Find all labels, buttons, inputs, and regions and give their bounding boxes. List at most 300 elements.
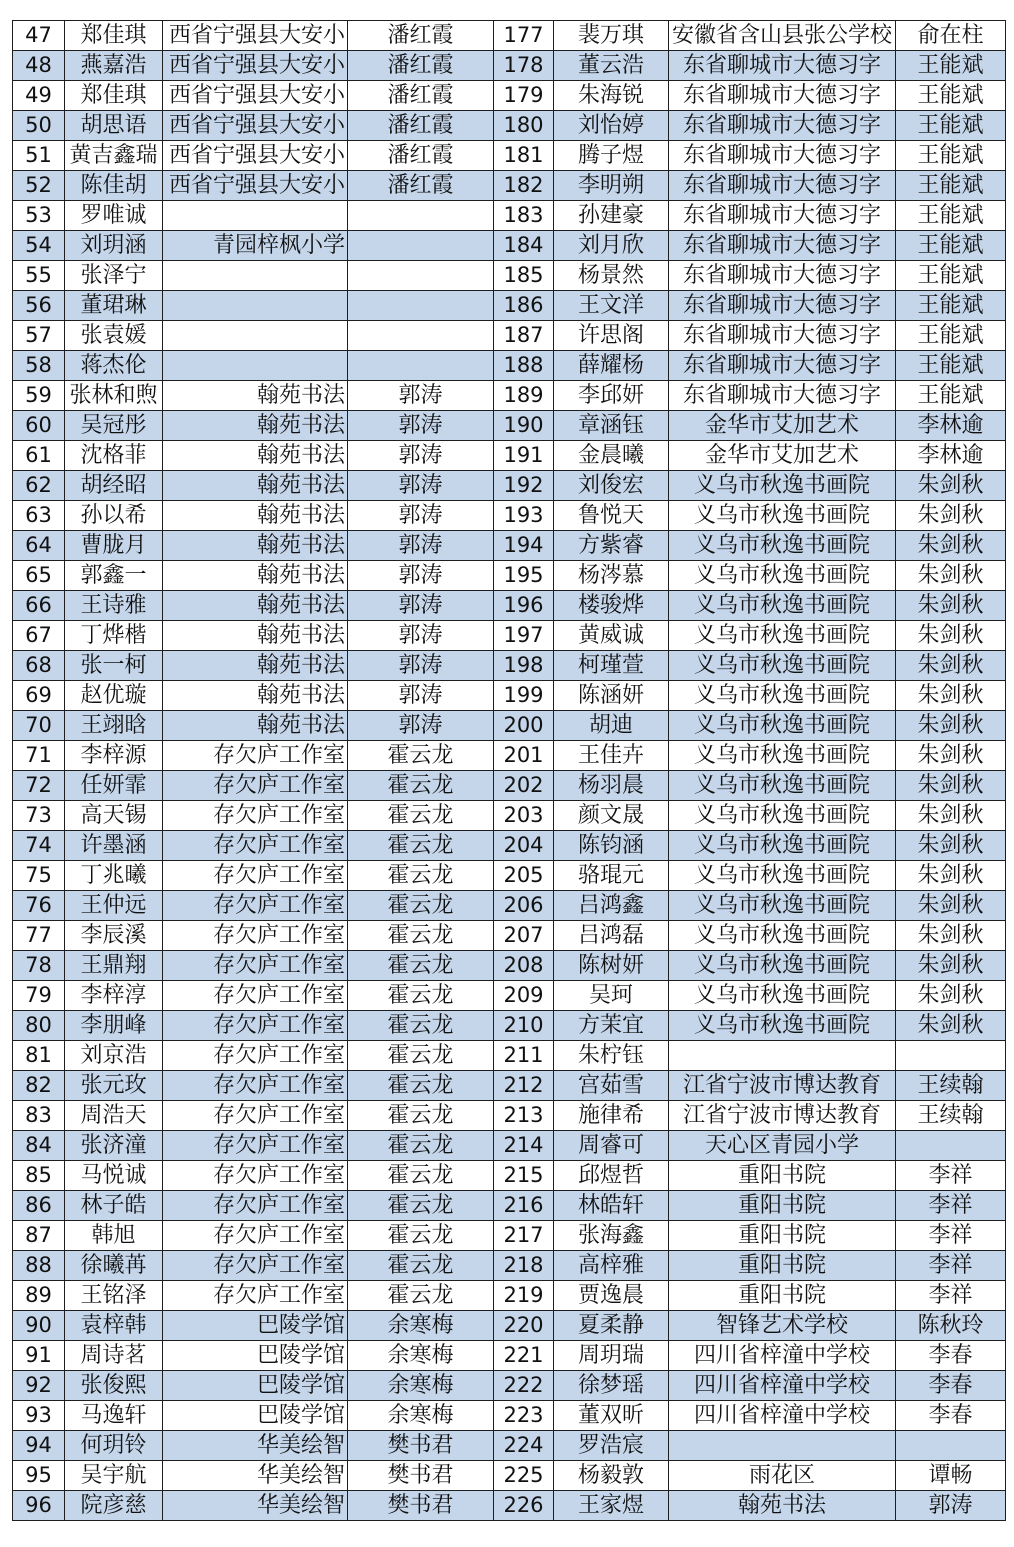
school-cell: 西省宁强县大安小 (163, 111, 348, 141)
student-name-cell: 陈钧涵 (554, 831, 669, 861)
student-name-cell: 张袁媛 (65, 321, 163, 351)
teacher-cell: 朱剑秋 (896, 651, 1006, 681)
school-cell: 重阳书院 (669, 1221, 896, 1251)
school-cell: 巴陵学馆 (163, 1401, 348, 1431)
school-cell: 华美绘智 (163, 1491, 348, 1521)
number-cell: 48 (13, 51, 65, 81)
school-cell: 东省聊城市大德习字 (669, 231, 896, 261)
teacher-cell: 樊书君 (348, 1431, 494, 1461)
teacher-cell: 王续翰 (896, 1101, 1006, 1131)
school-cell: 巴陵学馆 (163, 1311, 348, 1341)
number-cell: 78 (13, 951, 65, 981)
student-name-cell: 院彦慈 (65, 1491, 163, 1521)
number-cell: 215 (494, 1161, 554, 1191)
number-cell: 53 (13, 201, 65, 231)
student-name-cell: 周浩天 (65, 1101, 163, 1131)
number-cell: 210 (494, 1011, 554, 1041)
table-row (13, 1371, 1006, 1401)
teacher-cell: 朱剑秋 (896, 591, 1006, 621)
student-name-cell: 刘月欣 (554, 231, 669, 261)
teacher-cell: 郭涛 (348, 651, 494, 681)
student-name-cell: 董云浩 (554, 51, 669, 81)
student-name-cell: 张海鑫 (554, 1221, 669, 1251)
school-cell: 存欠庐工作室 (163, 921, 348, 951)
student-name-cell: 林皓轩 (554, 1191, 669, 1221)
teacher-cell: 朱剑秋 (896, 531, 1006, 561)
number-cell: 57 (13, 321, 65, 351)
school-cell: 义乌市秋逸书画院 (669, 771, 896, 801)
number-cell: 184 (494, 231, 554, 261)
school-cell: 存欠庐工作室 (163, 1011, 348, 1041)
number-cell: 187 (494, 321, 554, 351)
student-name-cell: 蒋杰伦 (65, 351, 163, 381)
student-name-cell: 吴宇航 (65, 1461, 163, 1491)
student-name-cell: 王铭泽 (65, 1281, 163, 1311)
student-name-cell: 腾子煜 (554, 141, 669, 171)
number-cell: 90 (13, 1311, 65, 1341)
school-cell: 东省聊城市大德习字 (669, 51, 896, 81)
number-cell: 222 (494, 1371, 554, 1401)
school-cell: 华美绘智 (163, 1461, 348, 1491)
teacher-cell: 谭畅 (896, 1461, 1006, 1491)
teacher-cell: 朱剑秋 (896, 681, 1006, 711)
student-name-cell: 燕嘉浩 (65, 51, 163, 81)
teacher-cell: 王能斌 (896, 261, 1006, 291)
school-cell: 东省聊城市大德习字 (669, 201, 896, 231)
roster-body (13, 21, 1006, 1521)
school-cell: 巴陵学馆 (163, 1341, 348, 1371)
teacher-cell: 霍云龙 (348, 1191, 494, 1221)
school-cell: 东省聊城市大德习字 (669, 111, 896, 141)
student-name-cell: 刘怡婷 (554, 111, 669, 141)
student-name-cell: 胡思语 (65, 111, 163, 141)
school-cell: 义乌市秋逸书画院 (669, 711, 896, 741)
student-name-cell: 张泽宁 (65, 261, 163, 291)
teacher-cell: 霍云龙 (348, 1071, 494, 1101)
table-row (13, 351, 1006, 381)
table-row (13, 21, 1006, 51)
student-name-cell: 丁烨楷 (65, 621, 163, 651)
number-cell: 221 (494, 1341, 554, 1371)
teacher-cell: 李祥 (896, 1161, 1006, 1191)
school-cell: 义乌市秋逸书画院 (669, 651, 896, 681)
teacher-cell: 郭涛 (348, 381, 494, 411)
teacher-cell: 李春 (896, 1401, 1006, 1431)
school-cell: 天心区青园小学 (669, 1131, 896, 1161)
teacher-cell: 朱剑秋 (896, 981, 1006, 1011)
school-cell: 东省聊城市大德习字 (669, 351, 896, 381)
school-cell: 义乌市秋逸书画院 (669, 591, 896, 621)
school-cell: 金华市艾加艺术 (669, 441, 896, 471)
school-cell: 四川省梓潼中学校 (669, 1371, 896, 1401)
student-name-cell: 徐曦苒 (65, 1251, 163, 1281)
teacher-cell: 郭涛 (348, 411, 494, 441)
table-row (13, 471, 1006, 501)
student-name-cell: 薛耀杨 (554, 351, 669, 381)
student-name-cell: 李邱妍 (554, 381, 669, 411)
teacher-cell: 俞在柱 (896, 21, 1006, 51)
number-cell: 92 (13, 1371, 65, 1401)
student-name-cell: 李梓源 (65, 741, 163, 771)
school-cell: 翰苑书法 (163, 591, 348, 621)
school-cell: 翰苑书法 (163, 531, 348, 561)
number-cell: 68 (13, 651, 65, 681)
number-cell: 216 (494, 1191, 554, 1221)
number-cell: 91 (13, 1341, 65, 1371)
student-name-cell: 柯瑾萱 (554, 651, 669, 681)
teacher-cell: 王能斌 (896, 231, 1006, 261)
teacher-cell (348, 321, 494, 351)
school-cell: 东省聊城市大德习字 (669, 141, 896, 171)
student-name-cell: 马悦诚 (65, 1161, 163, 1191)
student-name-cell: 贾逸晨 (554, 1281, 669, 1311)
number-cell: 207 (494, 921, 554, 951)
school-cell: 义乌市秋逸书画院 (669, 741, 896, 771)
school-cell: 西省宁强县大安小 (163, 141, 348, 171)
student-name-cell: 赵优璇 (65, 681, 163, 711)
school-cell: 东省聊城市大德习字 (669, 171, 896, 201)
teacher-cell (348, 261, 494, 291)
student-name-cell: 颜文晟 (554, 801, 669, 831)
teacher-cell: 霍云龙 (348, 921, 494, 951)
table-row (13, 291, 1006, 321)
student-name-cell: 王文洋 (554, 291, 669, 321)
number-cell: 69 (13, 681, 65, 711)
student-name-cell: 徐梦瑶 (554, 1371, 669, 1401)
number-cell: 191 (494, 441, 554, 471)
school-cell: 安徽省含山县张公学校 (669, 21, 896, 51)
number-cell: 204 (494, 831, 554, 861)
student-name-cell: 林子皓 (65, 1191, 163, 1221)
school-cell: 存欠庐工作室 (163, 951, 348, 981)
teacher-cell (896, 1431, 1006, 1461)
school-cell: 存欠庐工作室 (163, 1251, 348, 1281)
student-name-cell: 朱海锐 (554, 81, 669, 111)
teacher-cell: 陈秋玲 (896, 1311, 1006, 1341)
school-cell: 义乌市秋逸书画院 (669, 471, 896, 501)
teacher-cell: 王续翰 (896, 1071, 1006, 1101)
school-cell: 翰苑书法 (163, 441, 348, 471)
number-cell: 81 (13, 1041, 65, 1071)
student-name-cell: 杨景然 (554, 261, 669, 291)
student-name-cell: 王诗雅 (65, 591, 163, 621)
table-row (13, 981, 1006, 1011)
table-row (13, 1491, 1006, 1521)
school-cell: 智锋艺术学校 (669, 1311, 896, 1341)
number-cell: 182 (494, 171, 554, 201)
teacher-cell: 朱剑秋 (896, 951, 1006, 981)
student-name-cell: 吴珂 (554, 981, 669, 1011)
student-name-cell: 曹胧月 (65, 531, 163, 561)
student-name-cell: 许思阁 (554, 321, 669, 351)
table-row (13, 801, 1006, 831)
school-cell: 江省宁波市博达教育 (669, 1101, 896, 1131)
school-cell: 翰苑书法 (163, 681, 348, 711)
number-cell: 73 (13, 801, 65, 831)
student-name-cell: 郑佳琪 (65, 81, 163, 111)
teacher-cell: 朱剑秋 (896, 891, 1006, 921)
table-row (13, 1101, 1006, 1131)
school-cell: 西省宁强县大安小 (163, 21, 348, 51)
number-cell: 202 (494, 771, 554, 801)
student-name-cell: 刘京浩 (65, 1041, 163, 1071)
table-row (13, 411, 1006, 441)
number-cell: 208 (494, 951, 554, 981)
teacher-cell (348, 201, 494, 231)
teacher-cell (348, 291, 494, 321)
table-row (13, 861, 1006, 891)
teacher-cell: 霍云龙 (348, 1101, 494, 1131)
teacher-cell: 郭涛 (348, 621, 494, 651)
teacher-cell: 潘红霞 (348, 171, 494, 201)
number-cell: 59 (13, 381, 65, 411)
teacher-cell: 王能斌 (896, 51, 1006, 81)
teacher-cell: 王能斌 (896, 81, 1006, 111)
student-name-cell: 任妍霏 (65, 771, 163, 801)
school-cell: 义乌市秋逸书画院 (669, 801, 896, 831)
student-name-cell: 高天锡 (65, 801, 163, 831)
school-cell: 雨花区 (669, 1461, 896, 1491)
school-cell: 翰苑书法 (163, 561, 348, 591)
table-row (13, 1131, 1006, 1161)
table-row (13, 621, 1006, 651)
teacher-cell: 霍云龙 (348, 1131, 494, 1161)
number-cell: 83 (13, 1101, 65, 1131)
student-name-cell: 杨毅敦 (554, 1461, 669, 1491)
number-cell: 62 (13, 471, 65, 501)
number-cell: 200 (494, 711, 554, 741)
teacher-cell: 霍云龙 (348, 1251, 494, 1281)
table-row (13, 321, 1006, 351)
table-row (13, 1041, 1006, 1071)
number-cell: 47 (13, 21, 65, 51)
student-name-cell: 鲁悦天 (554, 501, 669, 531)
school-cell: 义乌市秋逸书画院 (669, 981, 896, 1011)
school-cell: 翰苑书法 (163, 471, 348, 501)
number-cell: 88 (13, 1251, 65, 1281)
table-row (13, 591, 1006, 621)
school-cell: 翰苑书法 (163, 381, 348, 411)
teacher-cell: 霍云龙 (348, 831, 494, 861)
number-cell: 214 (494, 1131, 554, 1161)
student-name-cell: 孙建豪 (554, 201, 669, 231)
student-name-cell: 马逸轩 (65, 1401, 163, 1431)
school-cell: 翰苑书法 (669, 1491, 896, 1521)
school-cell: 存欠庐工作室 (163, 801, 348, 831)
teacher-cell: 王能斌 (896, 171, 1006, 201)
school-cell: 东省聊城市大德习字 (669, 291, 896, 321)
teacher-cell: 王能斌 (896, 321, 1006, 351)
student-name-cell: 王家煜 (554, 1491, 669, 1521)
school-cell: 义乌市秋逸书画院 (669, 561, 896, 591)
teacher-cell: 霍云龙 (348, 771, 494, 801)
teacher-cell: 朱剑秋 (896, 771, 1006, 801)
teacher-cell: 王能斌 (896, 111, 1006, 141)
number-cell: 95 (13, 1461, 65, 1491)
teacher-cell: 霍云龙 (348, 861, 494, 891)
student-name-cell: 袁梓韩 (65, 1311, 163, 1341)
table-row (13, 771, 1006, 801)
school-cell: 翰苑书法 (163, 501, 348, 531)
table-row (13, 1011, 1006, 1041)
student-name-cell: 王佳卉 (554, 741, 669, 771)
teacher-cell: 李祥 (896, 1221, 1006, 1251)
table-row (13, 81, 1006, 111)
student-name-cell: 陈佳胡 (65, 171, 163, 201)
table-row (13, 261, 1006, 291)
student-name-cell: 周玥瑞 (554, 1341, 669, 1371)
student-name-cell: 吕鸿鑫 (554, 891, 669, 921)
table-row (13, 231, 1006, 261)
teacher-cell: 霍云龙 (348, 981, 494, 1011)
student-name-cell: 韩旭 (65, 1221, 163, 1251)
student-name-cell: 裴万琪 (554, 21, 669, 51)
student-name-cell: 王翊晗 (65, 711, 163, 741)
teacher-cell: 霍云龙 (348, 1011, 494, 1041)
school-cell (669, 1431, 896, 1461)
school-cell: 东省聊城市大德习字 (669, 81, 896, 111)
number-cell: 63 (13, 501, 65, 531)
student-name-cell: 王鼎翔 (65, 951, 163, 981)
number-cell: 178 (494, 51, 554, 81)
student-name-cell: 丁兆曦 (65, 861, 163, 891)
teacher-cell: 李春 (896, 1341, 1006, 1371)
number-cell: 85 (13, 1161, 65, 1191)
number-cell: 61 (13, 441, 65, 471)
table-row (13, 681, 1006, 711)
student-name-cell: 许墨涵 (65, 831, 163, 861)
number-cell: 80 (13, 1011, 65, 1041)
student-name-cell: 李明朔 (554, 171, 669, 201)
student-name-cell: 邱煜哲 (554, 1161, 669, 1191)
student-name-cell: 周诗茗 (65, 1341, 163, 1371)
teacher-cell: 霍云龙 (348, 801, 494, 831)
number-cell: 224 (494, 1431, 554, 1461)
number-cell: 217 (494, 1221, 554, 1251)
student-name-cell: 骆琨元 (554, 861, 669, 891)
number-cell: 223 (494, 1401, 554, 1431)
student-name-cell: 黄威诚 (554, 621, 669, 651)
teacher-cell: 余寒梅 (348, 1311, 494, 1341)
student-name-cell: 方紫睿 (554, 531, 669, 561)
teacher-cell: 霍云龙 (348, 1281, 494, 1311)
number-cell: 203 (494, 801, 554, 831)
number-cell: 192 (494, 471, 554, 501)
school-cell: 西省宁强县大安小 (163, 81, 348, 111)
school-cell (163, 321, 348, 351)
student-name-cell: 孙以希 (65, 501, 163, 531)
teacher-cell: 李祥 (896, 1191, 1006, 1221)
number-cell: 77 (13, 921, 65, 951)
number-cell: 64 (13, 531, 65, 561)
number-cell: 94 (13, 1431, 65, 1461)
number-cell: 51 (13, 141, 65, 171)
student-name-cell: 杨涔慕 (554, 561, 669, 591)
school-cell: 存欠庐工作室 (163, 1131, 348, 1161)
school-cell: 义乌市秋逸书画院 (669, 1011, 896, 1041)
school-cell: 四川省梓潼中学校 (669, 1341, 896, 1371)
number-cell: 183 (494, 201, 554, 231)
school-cell: 翰苑书法 (163, 651, 348, 681)
school-cell: 重阳书院 (669, 1251, 896, 1281)
number-cell: 185 (494, 261, 554, 291)
teacher-cell: 朱剑秋 (896, 861, 1006, 891)
school-cell: 重阳书院 (669, 1191, 896, 1221)
student-name-cell: 董珺琳 (65, 291, 163, 321)
teacher-cell: 王能斌 (896, 201, 1006, 231)
student-name-cell: 黄吉鑫瑞 (65, 141, 163, 171)
school-cell: 存欠庐工作室 (163, 1191, 348, 1221)
number-cell: 209 (494, 981, 554, 1011)
student-name-cell: 胡经昭 (65, 471, 163, 501)
student-name-cell: 金晨曦 (554, 441, 669, 471)
table-row (13, 1071, 1006, 1101)
number-cell: 89 (13, 1281, 65, 1311)
table-row (13, 831, 1006, 861)
teacher-cell: 王能斌 (896, 291, 1006, 321)
number-cell: 79 (13, 981, 65, 1011)
teacher-cell: 李祥 (896, 1251, 1006, 1281)
table-row (13, 441, 1006, 471)
school-cell (163, 291, 348, 321)
teacher-cell: 朱剑秋 (896, 1011, 1006, 1041)
table-row (13, 1431, 1006, 1461)
number-cell: 179 (494, 81, 554, 111)
teacher-cell: 霍云龙 (348, 951, 494, 981)
teacher-cell: 朱剑秋 (896, 921, 1006, 951)
school-cell: 重阳书院 (669, 1281, 896, 1311)
teacher-cell (896, 1131, 1006, 1161)
number-cell: 189 (494, 381, 554, 411)
teacher-cell: 樊书君 (348, 1461, 494, 1491)
teacher-cell: 霍云龙 (348, 1041, 494, 1071)
number-cell: 82 (13, 1071, 65, 1101)
teacher-cell: 朱剑秋 (896, 831, 1006, 861)
student-name-cell: 董双昕 (554, 1401, 669, 1431)
school-cell: 重阳书院 (669, 1161, 896, 1191)
teacher-cell: 潘红霞 (348, 141, 494, 171)
school-cell: 巴陵学馆 (163, 1371, 348, 1401)
school-cell: 四川省梓潼中学校 (669, 1401, 896, 1431)
student-name-cell: 张济潼 (65, 1131, 163, 1161)
table-row (13, 1401, 1006, 1431)
table-row (13, 531, 1006, 561)
number-cell: 205 (494, 861, 554, 891)
school-cell: 西省宁强县大安小 (163, 51, 348, 81)
student-name-cell: 郭鑫一 (65, 561, 163, 591)
teacher-cell: 霍云龙 (348, 741, 494, 771)
student-name-cell: 罗唯诚 (65, 201, 163, 231)
student-name-cell: 陈涵妍 (554, 681, 669, 711)
number-cell: 56 (13, 291, 65, 321)
teacher-cell: 潘红霞 (348, 81, 494, 111)
teacher-cell: 郭涛 (348, 681, 494, 711)
teacher-cell: 郭涛 (348, 591, 494, 621)
table-row (13, 741, 1006, 771)
school-cell: 义乌市秋逸书画院 (669, 501, 896, 531)
school-cell: 翰苑书法 (163, 621, 348, 651)
student-name-cell: 王仲远 (65, 891, 163, 921)
teacher-cell: 王能斌 (896, 351, 1006, 381)
school-cell: 存欠庐工作室 (163, 1041, 348, 1071)
school-cell: 义乌市秋逸书画院 (669, 681, 896, 711)
number-cell: 193 (494, 501, 554, 531)
student-name-cell: 吴冠彤 (65, 411, 163, 441)
number-cell: 54 (13, 231, 65, 261)
teacher-cell: 朱剑秋 (896, 711, 1006, 741)
table-row (13, 1461, 1006, 1491)
number-cell: 212 (494, 1071, 554, 1101)
